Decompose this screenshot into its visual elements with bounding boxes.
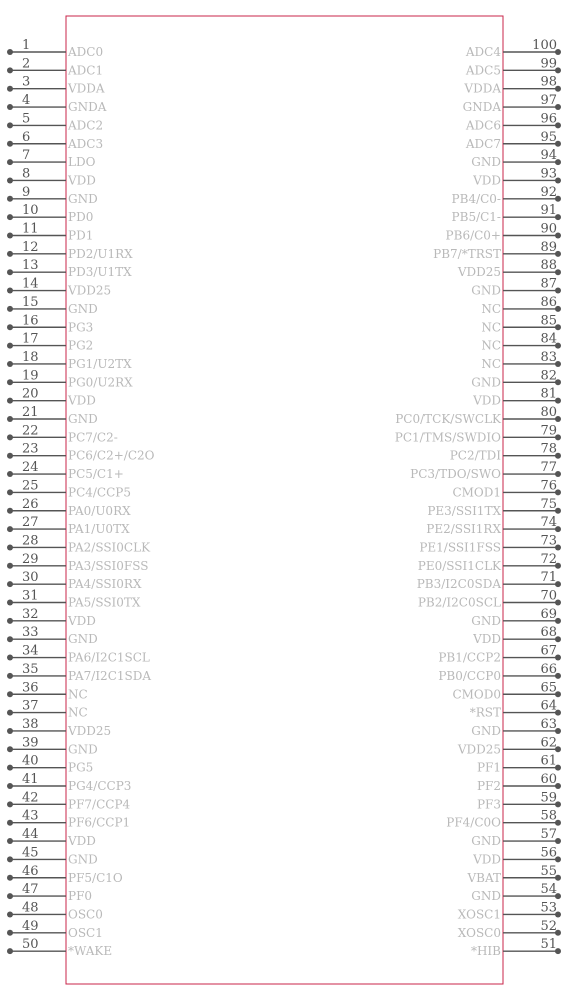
pin-end-dot xyxy=(7,379,13,385)
pin-end-dot xyxy=(7,893,13,899)
pin-number: 84 xyxy=(540,331,557,347)
left-pin-37 xyxy=(7,699,88,720)
pin-label: VBAT xyxy=(467,870,501,885)
pin-label: VDDA xyxy=(464,81,501,96)
left-pin-17 xyxy=(7,332,93,353)
pin-number: 28 xyxy=(22,533,39,549)
pin-number: 81 xyxy=(540,386,557,402)
pin-number: 100 xyxy=(532,38,557,53)
pin-number: 68 xyxy=(540,625,557,641)
pin-end-dot xyxy=(7,820,13,826)
pin-number: 5 xyxy=(22,111,31,127)
pin-label: PA3/SSI0FSS xyxy=(68,558,149,573)
pin-number: 89 xyxy=(540,239,557,255)
pin-number: 32 xyxy=(22,606,39,622)
pin-label: PB0/CCP0 xyxy=(438,668,501,683)
pin-number: 76 xyxy=(540,478,557,494)
pin-label: GNDA xyxy=(68,100,107,115)
pin-end-dot xyxy=(7,159,13,165)
left-pin-16 xyxy=(7,313,93,334)
pin-label: PF3 xyxy=(476,797,501,812)
pin-label: VDD25 xyxy=(457,742,501,757)
pin-label: LDO xyxy=(68,155,96,170)
pin-label: PF6/CCP1 xyxy=(68,815,131,830)
pin-number: 49 xyxy=(22,918,39,934)
pin-number: 57 xyxy=(540,827,557,843)
pin-label: PB3/I2C0SDA xyxy=(416,577,501,592)
left-pin-50 xyxy=(7,937,112,958)
left-pin-20 xyxy=(7,387,96,408)
pin-label: ADC5 xyxy=(465,63,501,78)
pin-number: 95 xyxy=(540,129,557,145)
pin-end-dot xyxy=(7,288,13,294)
pin-label: NC xyxy=(481,301,501,316)
pin-label: GND xyxy=(471,155,501,170)
pin-label: PC6/C2+/C2O xyxy=(68,448,155,463)
pin-number: 80 xyxy=(540,405,557,420)
pin-label: PC4/CCP5 xyxy=(68,485,132,500)
pin-end-dot xyxy=(7,453,13,459)
pin-label: GND xyxy=(68,742,98,757)
pin-label: GND xyxy=(68,412,98,426)
pin-label: ADC1 xyxy=(68,63,104,78)
pin-number: 88 xyxy=(540,258,557,274)
pin-end-dot xyxy=(7,948,13,954)
pin-label: NC xyxy=(481,338,501,353)
pin-label: PF2 xyxy=(476,779,501,793)
pin-number: 70 xyxy=(540,588,557,604)
left-pin-9 xyxy=(7,185,98,206)
pin-label: PB4/C0- xyxy=(451,191,501,206)
pin-label: GNDA xyxy=(462,100,501,115)
pin-label: PC2/TDI xyxy=(449,448,501,463)
pin-number: 15 xyxy=(22,294,39,310)
pin-number: 22 xyxy=(22,423,39,439)
pin-end-dot xyxy=(7,343,13,349)
pin-label: VDDA xyxy=(68,81,105,96)
pin-number: 26 xyxy=(22,496,39,512)
pin-end-dot xyxy=(7,655,13,661)
pin-number: 1 xyxy=(22,38,31,53)
pin-label: PE3/SSI1TX xyxy=(427,503,501,518)
pin-end-dot xyxy=(7,691,13,697)
pin-label: PD0 xyxy=(68,210,94,225)
pin-label: GND xyxy=(471,283,501,298)
pin-number: 41 xyxy=(22,772,39,787)
pin-label: PF5/C1O xyxy=(68,870,123,885)
pin-label: GND xyxy=(68,632,98,647)
pin-label: PA5/SSI0TX xyxy=(68,595,141,610)
pin-end-dot xyxy=(7,398,13,404)
pin-number: 60 xyxy=(540,772,557,787)
pin-end-dot xyxy=(7,67,13,73)
pin-number: 4 xyxy=(22,93,31,109)
pin-number: 83 xyxy=(540,349,557,365)
pin-end-dot xyxy=(7,177,13,183)
pin-number: 16 xyxy=(22,313,39,329)
pin-label: *RST xyxy=(469,705,501,720)
pin-end-dot xyxy=(7,563,13,569)
pin-number: 59 xyxy=(540,790,557,806)
pin-label: VDD xyxy=(68,834,96,849)
pin-label: XOSC1 xyxy=(457,907,501,922)
pin-label: OSC0 xyxy=(68,907,103,922)
pin-label: GND xyxy=(471,723,501,738)
pin-label: PB6/C0+ xyxy=(445,228,501,243)
pin-label: PA2/SSI0CLK xyxy=(68,540,151,555)
pin-label: PF0 xyxy=(68,889,93,904)
pin-label: VDD xyxy=(473,393,501,408)
pin-number: 18 xyxy=(22,349,39,365)
pin-number: 61 xyxy=(540,753,557,769)
pin-label: GND xyxy=(68,852,98,867)
pin-number: 9 xyxy=(22,184,31,200)
pin-number: 72 xyxy=(540,551,557,567)
pin-number: 31 xyxy=(22,588,39,604)
pin-number: 78 xyxy=(540,441,557,457)
left-pin-10 xyxy=(7,203,93,224)
left-pin-33 xyxy=(7,625,98,646)
pin-label: ADC0 xyxy=(68,45,104,59)
pin-number: 64 xyxy=(540,698,557,714)
pin-end-dot xyxy=(7,856,13,862)
pin-label: VDD25 xyxy=(68,283,112,298)
left-pin-47 xyxy=(7,882,92,903)
pin-number: 42 xyxy=(22,790,39,806)
pin-label: PC0/TCK/SWCLK xyxy=(395,412,501,426)
pin-number: 69 xyxy=(540,606,557,622)
pin-end-dot xyxy=(7,361,13,367)
pin-end-dot xyxy=(7,214,13,220)
pin-number: 3 xyxy=(22,74,31,90)
pin-number: 39 xyxy=(22,735,39,751)
pin-number: 65 xyxy=(540,680,557,696)
pin-number: 43 xyxy=(22,808,39,824)
pin-number: 79 xyxy=(540,423,557,439)
pin-label: VDD xyxy=(473,632,501,647)
left-pin-32 xyxy=(7,607,96,628)
pin-end-dot xyxy=(7,122,13,128)
pin-label: GND xyxy=(471,834,501,849)
pin-number: 71 xyxy=(540,570,557,586)
pin-number: 73 xyxy=(540,533,557,549)
pin-label: PC5/C1+ xyxy=(68,467,124,482)
pin-label: VDD xyxy=(473,852,501,867)
pin-number: 36 xyxy=(22,680,39,696)
pin-label: GND xyxy=(471,375,501,390)
pin-number: 13 xyxy=(22,258,39,274)
pin-label: PF7/CCP4 xyxy=(68,797,131,812)
pin-end-dot xyxy=(7,783,13,789)
pin-label: VDD25 xyxy=(457,265,501,280)
pin-number: 94 xyxy=(540,148,557,164)
pin-label: NC xyxy=(481,320,501,335)
pin-label: PD3/U1TX xyxy=(68,265,132,280)
right-pin-column xyxy=(395,38,561,958)
right-pin-79 xyxy=(395,423,561,444)
pin-label: GND xyxy=(471,613,501,628)
left-pin-39 xyxy=(7,735,98,756)
pin-label: *HIB xyxy=(470,944,501,959)
pin-end-dot xyxy=(7,233,13,239)
pin-end-dot xyxy=(7,416,13,422)
pin-number: 37 xyxy=(22,698,39,714)
pin-label: PA4/SSI0RX xyxy=(68,577,142,592)
pin-number: 58 xyxy=(540,808,557,824)
pin-label: NC xyxy=(481,356,501,371)
left-pin-8 xyxy=(7,166,96,187)
pin-number: 53 xyxy=(540,900,557,916)
pin-label: NC xyxy=(68,705,88,720)
pin-end-dot xyxy=(7,801,13,807)
pin-end-dot xyxy=(7,746,13,752)
pin-number: 30 xyxy=(22,570,39,586)
pin-number: 6 xyxy=(22,129,31,145)
pin-label: PG0/U2RX xyxy=(68,375,133,390)
pin-end-dot xyxy=(7,673,13,679)
pin-end-dot xyxy=(7,324,13,330)
pin-label: PA1/U0TX xyxy=(68,522,130,537)
pin-number: 54 xyxy=(540,882,557,898)
pin-label: VDD xyxy=(68,393,96,408)
pin-number: 45 xyxy=(22,845,39,861)
pin-label: PD2/U1RX xyxy=(68,246,133,261)
pin-label: VDD xyxy=(473,173,501,188)
pin-label: PG1/U2TX xyxy=(68,356,132,371)
pin-end-dot xyxy=(7,875,13,881)
left-pin-40 xyxy=(7,754,93,775)
pin-number: 55 xyxy=(540,863,557,879)
pin-number: 23 xyxy=(22,441,39,457)
pin-number: 62 xyxy=(540,735,557,751)
pin-number: 93 xyxy=(540,166,557,182)
pin-label: GND xyxy=(68,191,98,206)
pin-end-dot xyxy=(7,526,13,532)
pin-number: 8 xyxy=(22,166,31,182)
pin-number: 2 xyxy=(22,56,31,72)
pin-number: 35 xyxy=(22,661,39,677)
pin-number: 27 xyxy=(22,515,39,531)
pin-label: PE0/SSI1CLK xyxy=(417,558,501,573)
pin-label: PA0/U0RX xyxy=(68,503,131,518)
pin-number: 40 xyxy=(22,753,39,769)
pin-number: 97 xyxy=(540,93,557,109)
pin-end-dot xyxy=(7,600,13,606)
pin-number: 46 xyxy=(22,863,39,879)
pin-number: 51 xyxy=(540,937,557,953)
pin-label: NC xyxy=(68,687,88,702)
pin-end-dot xyxy=(7,141,13,147)
pin-number: 34 xyxy=(22,643,39,659)
pin-number: 82 xyxy=(540,368,557,384)
pin-number: 87 xyxy=(540,276,557,292)
pin-label: *WAKE xyxy=(68,944,113,959)
pin-number: 12 xyxy=(22,239,39,255)
pin-label: VDD25 xyxy=(68,723,112,738)
pin-number: 92 xyxy=(540,184,557,200)
pin-end-dot xyxy=(7,728,13,734)
pin-end-dot xyxy=(7,581,13,587)
pin-number: 85 xyxy=(540,313,557,329)
right-pin-51 xyxy=(471,937,561,958)
pin-label: XOSC0 xyxy=(457,925,501,940)
pin-end-dot xyxy=(7,710,13,716)
pin-number: 56 xyxy=(540,845,557,861)
pin-end-dot xyxy=(7,49,13,55)
pin-number: 19 xyxy=(22,368,39,384)
pin-end-dot xyxy=(7,618,13,624)
left-pin-11 xyxy=(7,222,93,243)
pin-label: ADC4 xyxy=(465,45,501,59)
left-pin-36 xyxy=(7,680,88,701)
pin-label: PC7/C2- xyxy=(68,430,118,445)
pin-number: 91 xyxy=(540,203,557,219)
pin-number: 74 xyxy=(540,515,557,531)
pin-end-dot xyxy=(7,471,13,477)
pin-number: 10 xyxy=(22,203,39,219)
pin-number: 63 xyxy=(540,716,557,732)
pin-label: PF1 xyxy=(476,760,501,775)
pin-number: 7 xyxy=(22,148,31,164)
pin-number: 20 xyxy=(22,386,39,402)
pin-label: PB5/C1- xyxy=(451,210,501,225)
left-pin-15 xyxy=(7,295,98,316)
pin-end-dot xyxy=(7,269,13,275)
pin-number: 21 xyxy=(22,405,39,420)
pin-label: PG3 xyxy=(68,320,94,335)
pin-number: 77 xyxy=(540,460,557,476)
pin-label: GND xyxy=(68,301,98,316)
pin-label: PC1/TMS/SWDIO xyxy=(394,430,501,445)
pin-number: 90 xyxy=(540,221,557,237)
left-pin-44 xyxy=(7,827,96,848)
pin-label: PG5 xyxy=(68,760,94,775)
pin-label: VDD xyxy=(68,173,96,188)
pin-label: PE1/SSI1FSS xyxy=(419,540,501,555)
pin-label: PD1 xyxy=(68,228,94,243)
pin-number: 75 xyxy=(540,496,557,512)
pin-number: 33 xyxy=(22,625,39,641)
pin-end-dot xyxy=(7,544,13,550)
pin-label: GND xyxy=(471,889,501,904)
pin-number: 50 xyxy=(22,937,39,953)
pin-end-dot xyxy=(7,251,13,257)
pin-number: 98 xyxy=(540,74,557,90)
pin-end-dot xyxy=(7,104,13,110)
pin-number: 48 xyxy=(22,900,39,916)
pin-number: 52 xyxy=(540,918,557,934)
pin-end-dot xyxy=(7,306,13,312)
pin-label: PC3/TDO/SWO xyxy=(410,467,501,482)
pin-end-dot xyxy=(7,838,13,844)
ic-body-outline xyxy=(66,16,503,984)
right-pin-80 xyxy=(395,405,561,426)
pin-label: ADC6 xyxy=(465,118,501,133)
pin-number: 44 xyxy=(22,827,39,843)
pin-end-dot xyxy=(7,86,13,92)
pin-label: VDD xyxy=(68,613,96,628)
pin-number: 47 xyxy=(22,882,39,898)
pin-number: 67 xyxy=(540,643,557,659)
pin-end-dot xyxy=(7,196,13,202)
left-pin-7 xyxy=(7,148,96,169)
pin-number: 38 xyxy=(22,716,39,732)
pin-number: 29 xyxy=(22,551,39,567)
left-pin-45 xyxy=(7,845,98,866)
pin-end-dot xyxy=(7,489,13,495)
pin-label: PE2/SSI1RX xyxy=(426,522,501,537)
pin-label: PB7/*TRST xyxy=(433,246,501,261)
pin-end-dot xyxy=(7,930,13,936)
pin-label: PB1/CCP2 xyxy=(438,650,501,665)
pin-end-dot xyxy=(7,911,13,917)
pin-label: ADC7 xyxy=(465,136,501,151)
pin-number: 66 xyxy=(540,661,557,677)
pin-number: 96 xyxy=(540,111,557,127)
pin-label: CMOD1 xyxy=(452,485,501,500)
pin-end-dot xyxy=(7,508,13,514)
right-pin-71 xyxy=(417,570,561,591)
pin-number: 14 xyxy=(22,276,39,292)
pin-label: ADC2 xyxy=(68,118,104,133)
pin-label: OSC1 xyxy=(68,925,103,940)
pin-label: PG4/CCP3 xyxy=(68,779,132,793)
pin-end-dot xyxy=(7,765,13,771)
pin-end-dot xyxy=(7,636,13,642)
pin-number: 11 xyxy=(22,221,39,237)
pin-label: PG2 xyxy=(68,338,94,353)
pin-label: ADC3 xyxy=(68,136,104,151)
left-pin-column xyxy=(7,38,155,958)
pin-number: 86 xyxy=(540,294,557,310)
pin-number: 17 xyxy=(22,331,39,347)
pin-end-dot xyxy=(7,434,13,440)
pin-label: CMOD0 xyxy=(452,687,501,702)
pin-number: 24 xyxy=(22,460,39,476)
pin-label: PA7/I2C1SDA xyxy=(68,668,152,683)
pin-label: PA6/I2C1SCL xyxy=(68,650,150,665)
pin-label: PF4/C0O xyxy=(446,815,501,830)
pin-label: PB2/I2C0SCL xyxy=(417,595,501,610)
pin-number: 99 xyxy=(540,56,557,72)
pin-number: 25 xyxy=(22,478,39,494)
right-pin-77 xyxy=(410,460,561,481)
left-pin-21 xyxy=(7,405,98,426)
